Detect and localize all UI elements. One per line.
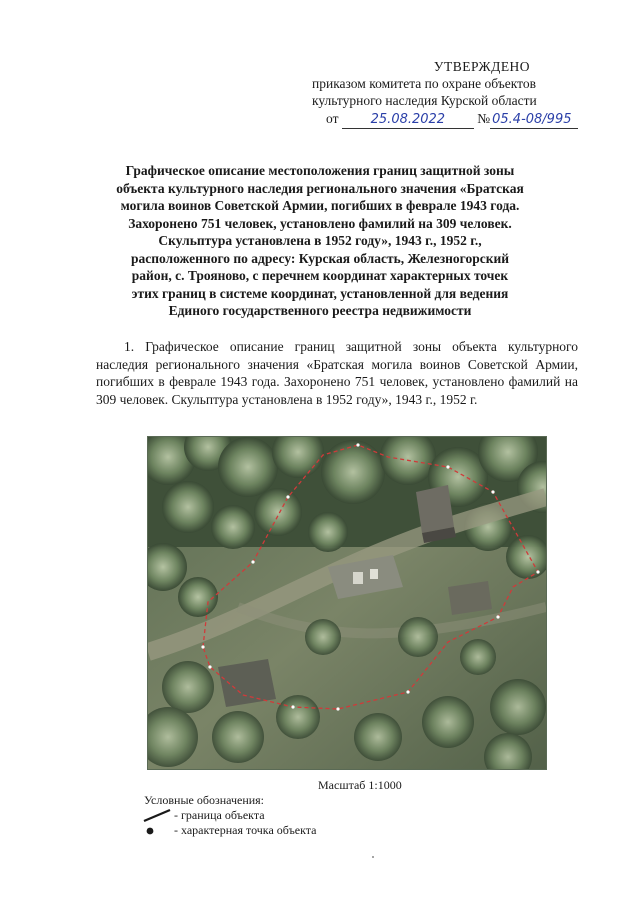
title-line-1: Графическое описание местоположения границ защитной зоны <box>125 163 515 178</box>
legend-label-boundary: - граница объекта <box>174 807 265 822</box>
approval-stamp <box>312 58 612 129</box>
approval-line-1: приказом комитета по охране объектов <box>312 76 536 91</box>
date-field <box>342 110 474 129</box>
legend-item-point <box>140 822 317 837</box>
document-title <box>60 162 580 320</box>
title-line-9: Единого государственного реестра недвижимости <box>168 303 472 318</box>
map-legend <box>140 793 317 837</box>
legend-label-point: - характерная точка объекта <box>174 822 317 837</box>
title-line-5: Скульптура установлена в 1952 году», 1943 г., 1952 г., <box>158 233 482 248</box>
title-line-3: могила воинов Советской Армии, погибших в феврале 1943 года. <box>120 198 520 213</box>
title-line-2: объекта культурного наследия регионального значения «Братская <box>116 180 524 196</box>
title-line-4: Захоронено 751 человек, установлено фамилий на 309 человек. <box>128 215 512 231</box>
date-handwritten: 25.08.2022 <box>370 112 446 127</box>
number-handwritten: 05.4-08/995 <box>492 112 572 127</box>
legend-header: Условные обозначения: <box>144 793 265 807</box>
legend-item-boundary <box>140 807 317 822</box>
characteristic-point-icon <box>140 822 174 837</box>
satellite-map-image <box>147 436 547 770</box>
title-line-6: расположенного по адресу: Курская область, Железногорский <box>130 250 510 266</box>
approval-line-2: культурного наследия Курской области <box>312 93 537 108</box>
date-prefix: от <box>326 111 339 126</box>
approval-date-number-row <box>326 110 612 129</box>
title-line-8: этих границ в системе координат, установленной для ведения <box>131 285 509 301</box>
approval-title: УТВЕРЖДЕНО <box>433 59 531 74</box>
title-line-7: район, с. Трояново, с перечнем координат характерных точек <box>131 268 509 283</box>
number-field <box>490 110 578 129</box>
map-scale: Масштаб 1:1000 <box>318 778 402 792</box>
body-paragraph: 1. Графическое описание границ защитной зоны объекта культурного наследия регионального значения «Братская могила воинов Советской Армии, погибших в феврале 1943 года. Захоронено 751 человек, установлено фамилий на 309 человек. Скульптура установлена в 1952 году», 1943 г., 1952 г. <box>96 339 578 407</box>
page-speck <box>372 856 374 858</box>
boundary-line-icon <box>140 807 174 822</box>
number-prefix: № <box>477 111 491 126</box>
